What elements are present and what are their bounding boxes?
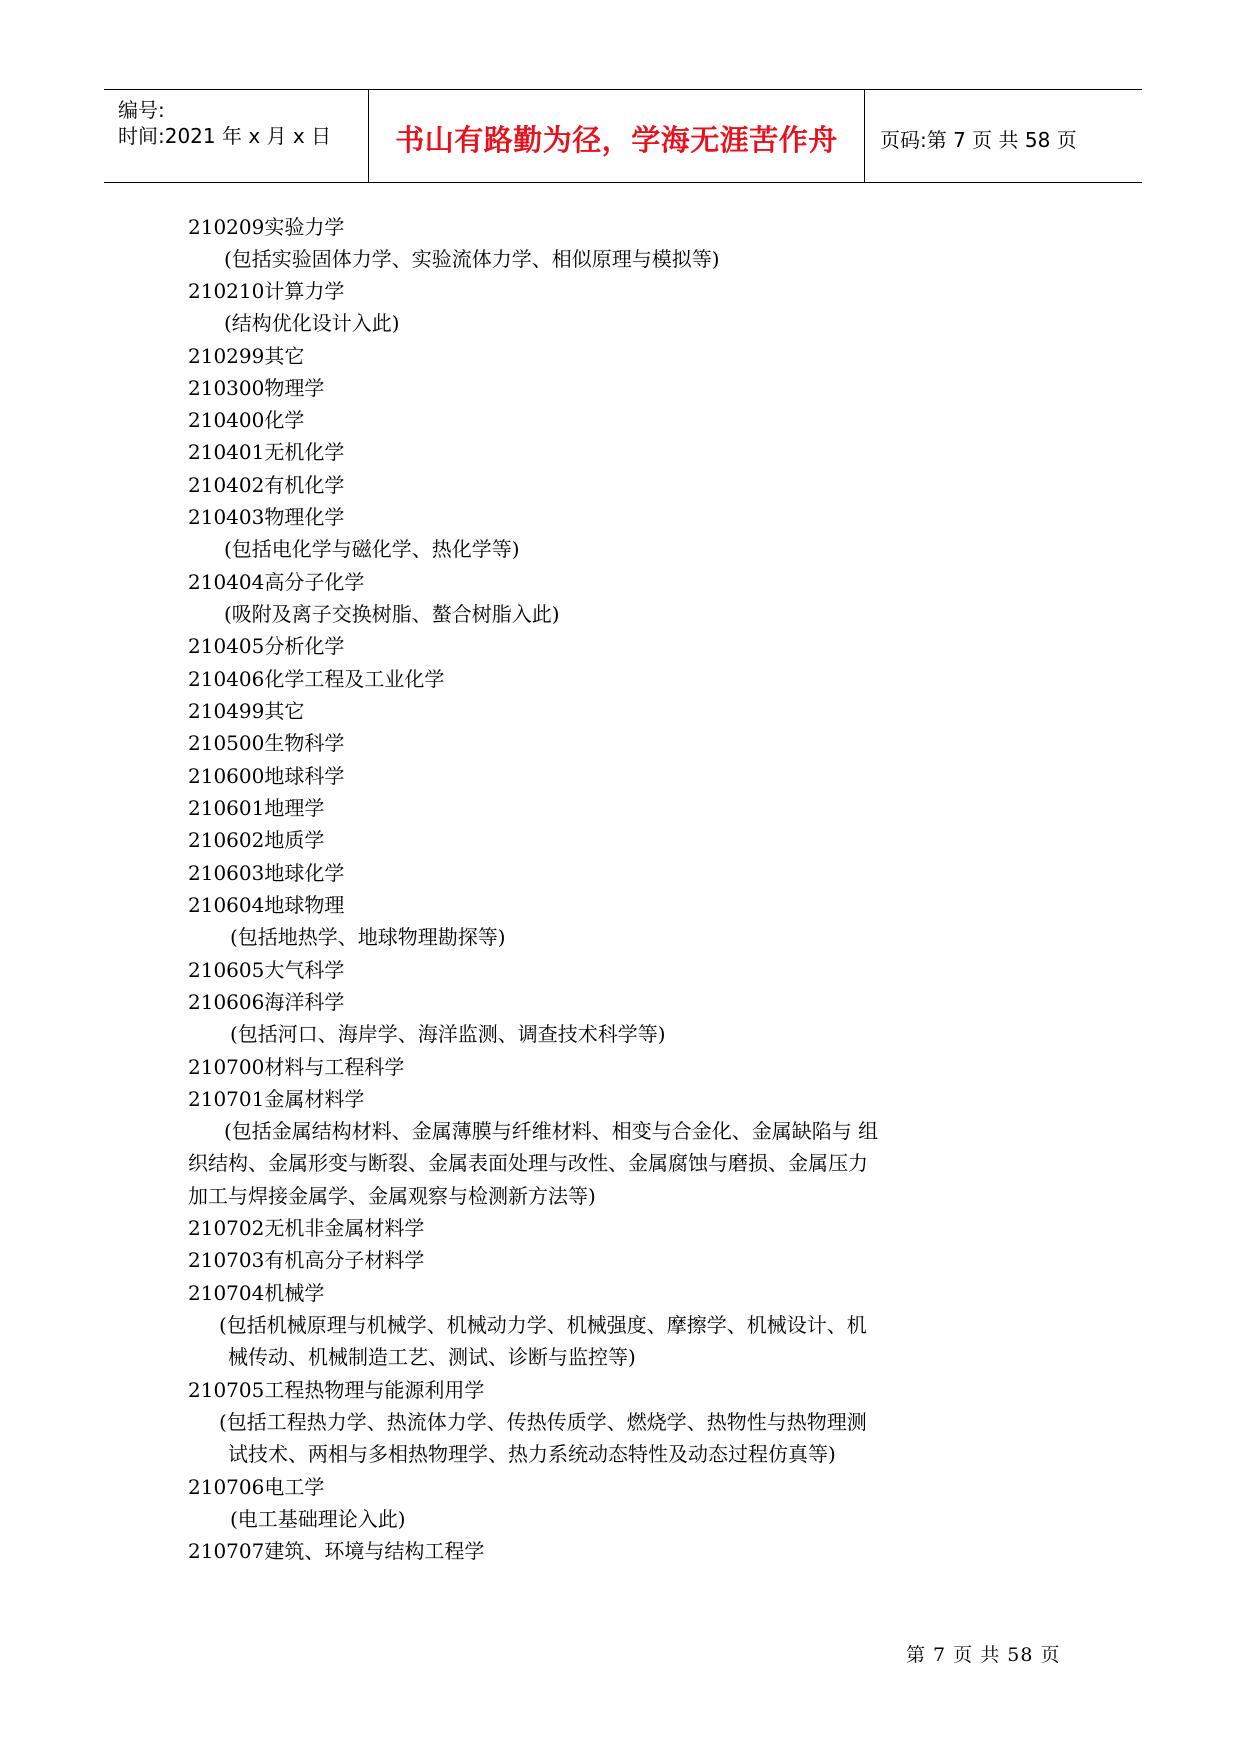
entry-line: 210404高分子化学 [188, 570, 365, 594]
entry-line: 210499其它 [188, 699, 305, 723]
page-footer: 第 7 页 共 58 页 [906, 1644, 1061, 1666]
entry-line: 210500生物科学 [188, 731, 345, 755]
entry-line: 210600地球科学 [188, 764, 345, 788]
note-line: (包括机械原理与机械学、机械动力学、机械强度、摩擦学、机械设计、机 [219, 1313, 867, 1337]
time-label: 时间:2021 年 x 月 x 日 [118, 124, 332, 148]
entry-line: 210704机械学 [188, 1281, 325, 1305]
entry-line: 210602地质学 [188, 828, 325, 852]
header-motto-cell [369, 90, 865, 182]
page-code: 页码:第 7 页 共 58 页 [880, 128, 1077, 152]
note-line: (包括电化学与磁化学、热化学等) [224, 537, 520, 561]
entry-line: 210209实验力学 [188, 215, 345, 239]
entry-line: 210603地球化学 [188, 861, 345, 885]
entry-line: 210405分析化学 [188, 634, 345, 658]
entry-line: 210403物理化学 [188, 505, 345, 529]
note-line: (包括金属结构材料、金属薄膜与纤维材料、相变与合金化、金属缺陷与 组 [224, 1119, 879, 1143]
entry-line: 210601地理学 [188, 796, 325, 820]
entry-line: 210703有机高分子材料学 [188, 1248, 425, 1272]
header-page-cell [866, 90, 1142, 182]
entry-line: 210605大气科学 [188, 958, 345, 982]
note-line: (吸附及离子交换树脂、螯合树脂入此) [224, 602, 560, 626]
note-line: 织结构、金属形变与断裂、金属表面处理与改性、金属腐蚀与磨损、金属压力 [188, 1151, 868, 1175]
entry-line: 210702无机非金属材料学 [188, 1216, 425, 1240]
entry-line: 210707建筑、环境与结构工程学 [188, 1539, 485, 1563]
entry-line: 210700材料与工程科学 [188, 1055, 405, 1079]
note-line: 试技术、两相与多相热物理学、热力系统动态特性及动态过程仿真等) [228, 1442, 836, 1466]
entry-line: 210400化学 [188, 408, 305, 432]
entry-line: 210705工程热物理与能源利用学 [188, 1378, 485, 1402]
note-line: 械传动、机械制造工艺、测试、诊断与监控等) [228, 1345, 636, 1369]
entry-line: 210299其它 [188, 344, 305, 368]
entry-line: 210402有机化学 [188, 473, 345, 497]
note-line: (结构优化设计入此) [224, 311, 400, 335]
entry-line: 210604地球物理 [188, 893, 345, 917]
page-header [104, 89, 1142, 183]
note-line: (包括实验固体力学、实验流体力学、相似原理与模拟等) [224, 247, 720, 271]
note-line: (包括河口、海岸学、海洋监测、调查技术科学等) [230, 1022, 666, 1046]
note-line: (包括工程热力学、热流体力学、传热传质学、燃烧学、热物性与热物理测 [219, 1410, 867, 1434]
note-line: (包括地热学、地球物理勘探等) [230, 925, 506, 949]
entry-line: 210606海洋科学 [188, 990, 345, 1014]
entry-line: 210701金属材料学 [188, 1087, 365, 1111]
header-meta-cell [104, 90, 369, 182]
entry-line: 210406化学工程及工业化学 [188, 667, 445, 691]
entry-line: 210401无机化学 [188, 440, 345, 464]
entry-line: 210300物理学 [188, 376, 325, 400]
number-label: 编号: [118, 98, 165, 122]
entry-line: 210210计算力学 [188, 279, 345, 303]
motto: 书山有路勤为径，学海无涯苦作舟 [395, 123, 838, 157]
entry-line: 210706电工学 [188, 1475, 325, 1499]
note-line: (电工基础理论入此) [230, 1507, 406, 1531]
note-line: 加工与焊接金属学、金属观察与检测新方法等) [188, 1184, 596, 1208]
